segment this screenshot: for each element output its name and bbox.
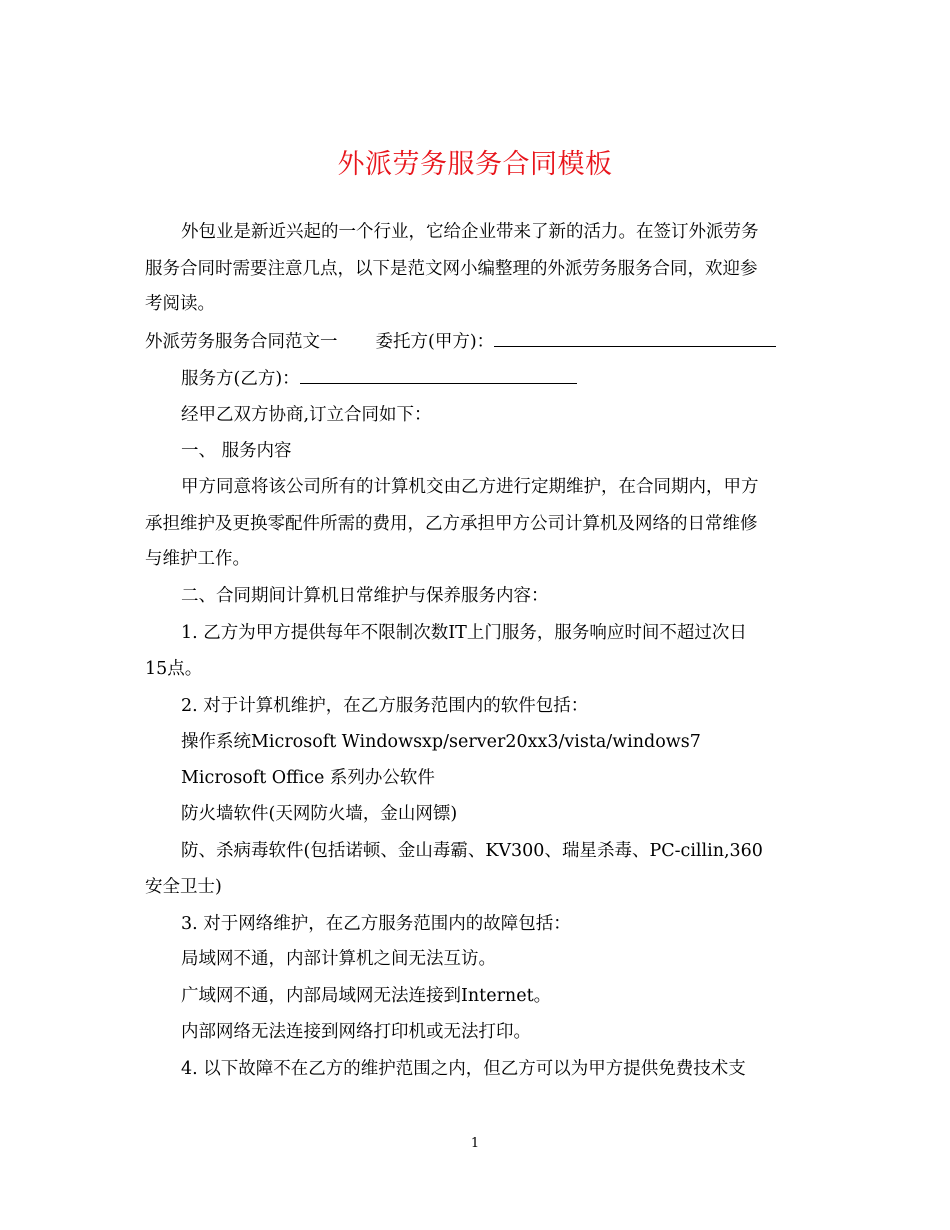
- paragraph-line: 经甲乙双方协商,订立合同如下：: [181, 405, 432, 425]
- paragraph-line: 内部网络无法连接到网络打印机或无法打印。: [181, 1022, 531, 1042]
- section-heading: 二、合同期间计算机日常维护与保养服务内容：: [181, 586, 549, 606]
- paragraph-line: 防火墙软件(天网防火墙，金山网镖): [181, 804, 458, 824]
- contract-heading-line: [145, 330, 776, 354]
- section-heading: 外派劳务服务合同范文一: [145, 332, 338, 352]
- list-item: 3. 对于网络维护，在乙方服务范围内的故障包括：: [181, 914, 571, 934]
- paragraph-line: 局域网不通，内部计算机之间无法互访。: [181, 949, 496, 969]
- list-item: 2. 对于计算机维护，在乙方服务范围内的软件包括：: [181, 696, 589, 716]
- paragraph-line: 广域网不通，内部局域网无法连接到Internet。: [181, 986, 552, 1006]
- party-b-blank: [300, 367, 577, 384]
- party-b-label: 服务方(乙方)：: [181, 369, 300, 389]
- paragraph-line: 安全卫士): [145, 877, 222, 897]
- paragraph-line: 外包业是新近兴起的一个行业，它给企业带来了新的活力。在签订外派劳务: [181, 222, 759, 242]
- paragraph-line: 操作系统Microsoft Windowsxp/server20xx3/vista/windows7: [181, 732, 701, 752]
- paragraph-line: 与维护工作。: [145, 549, 250, 569]
- section-heading: 一、 服务内容: [181, 441, 292, 461]
- list-item: 4. 以下故障不在乙方的维护范围之内，但乙方可以为甲方提供免费技术支: [181, 1059, 746, 1079]
- list-item: 1. 乙方为甲方提供每年不限制次数IT上门服务，服务响应时间不超过次日: [181, 623, 747, 643]
- paragraph-line: 服务合同时需要注意几点，以下是范文网小编整理的外派劳务服务合同，欢迎参: [145, 259, 758, 279]
- paragraph-line: Microsoft Office 系列办公软件: [181, 768, 435, 788]
- paragraph-line: 防、杀病毒软件(包括诺顿、金山毒霸、KV300、瑞星杀毒、PC-cillin,360: [181, 841, 763, 861]
- paragraph-line: 15点。: [145, 659, 203, 679]
- document-title: 外派劳务服务合同模板: [337, 149, 613, 180]
- paragraph-line: 承担维护及更换零配件所需的费用，乙方承担甲方公司计算机及网络的日常维修: [145, 514, 758, 534]
- party-b-line: [181, 367, 577, 391]
- party-a-label: 委托方(甲方)：: [375, 332, 495, 352]
- paragraph-line: 甲方同意将该公司所有的计算机交由乙方进行定期维护，在合同期内，甲方: [181, 477, 759, 497]
- paragraph-line: 考阅读。: [145, 294, 215, 314]
- page-number: 1: [470, 1136, 480, 1151]
- party-a-blank: [494, 330, 776, 347]
